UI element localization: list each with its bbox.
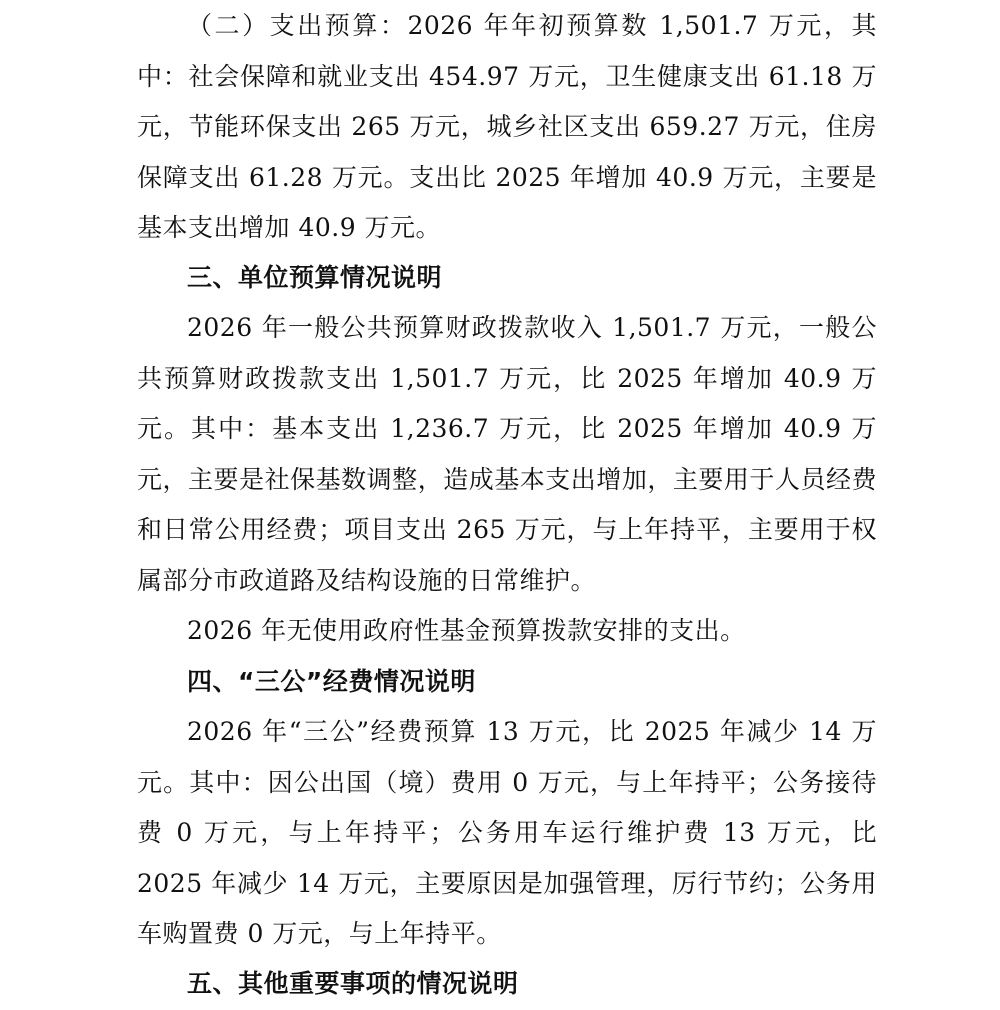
section-heading-other-matters: 五、其他重要事项的情况说明 [187,969,519,998]
paragraph-unit-budget: 2026 年一般公共预算财政拨款收入 1,501.7 万元，一般公共预算财政拨款支出 1,501.7 万元，比 2025 年增加 40.9 万元。其中：基本支出 1,236.7 万元，比 2025 年增加 40.9 万元，主要是社保基数调整，造成基本支出增加，主要用于人员经费和日常公用经费；项目支出 265 万元，与上年持平，主要用于权属部分市政道路及结构设施的日常维护。 [137,313,877,595]
section-heading-three-public-funds: 四、“三公”经费情况说明 [187,667,476,696]
paragraph-government-fund: 2026 年无使用政府性基金预算拨款安排的支出。 [187,616,746,645]
section-heading-unit-budget: 三、单位预算情况说明 [187,263,443,292]
paragraph-three-public-funds: 2026 年“三公”经费预算 13 万元，比 2025 年减少 14 万元。其中：因公出国（境）费用 0 万元，与上年持平；公务接待费 0 万元，与上年持平；公务用车运行维护费 13 万元，比 2025 年减少 14 万元，主要原因是加强管理，厉行节约；公务用车购置费 0 万元，与上年持平。 [137,717,877,948]
paragraph-expenditure-budget: （二）支出预算：2026 年年初预算数 1,501.7 万元，其中：社会保障和就业支出 454.97 万元，卫生健康支出 61.18 万元，节能环保支出 265 万元，城乡社区支出 659.27 万元，住房保障支出 61.28 万元。支出比 2025 年增加 40.9 万元，主要是基本支出增加 40.9 万元。 [137,11,877,242]
